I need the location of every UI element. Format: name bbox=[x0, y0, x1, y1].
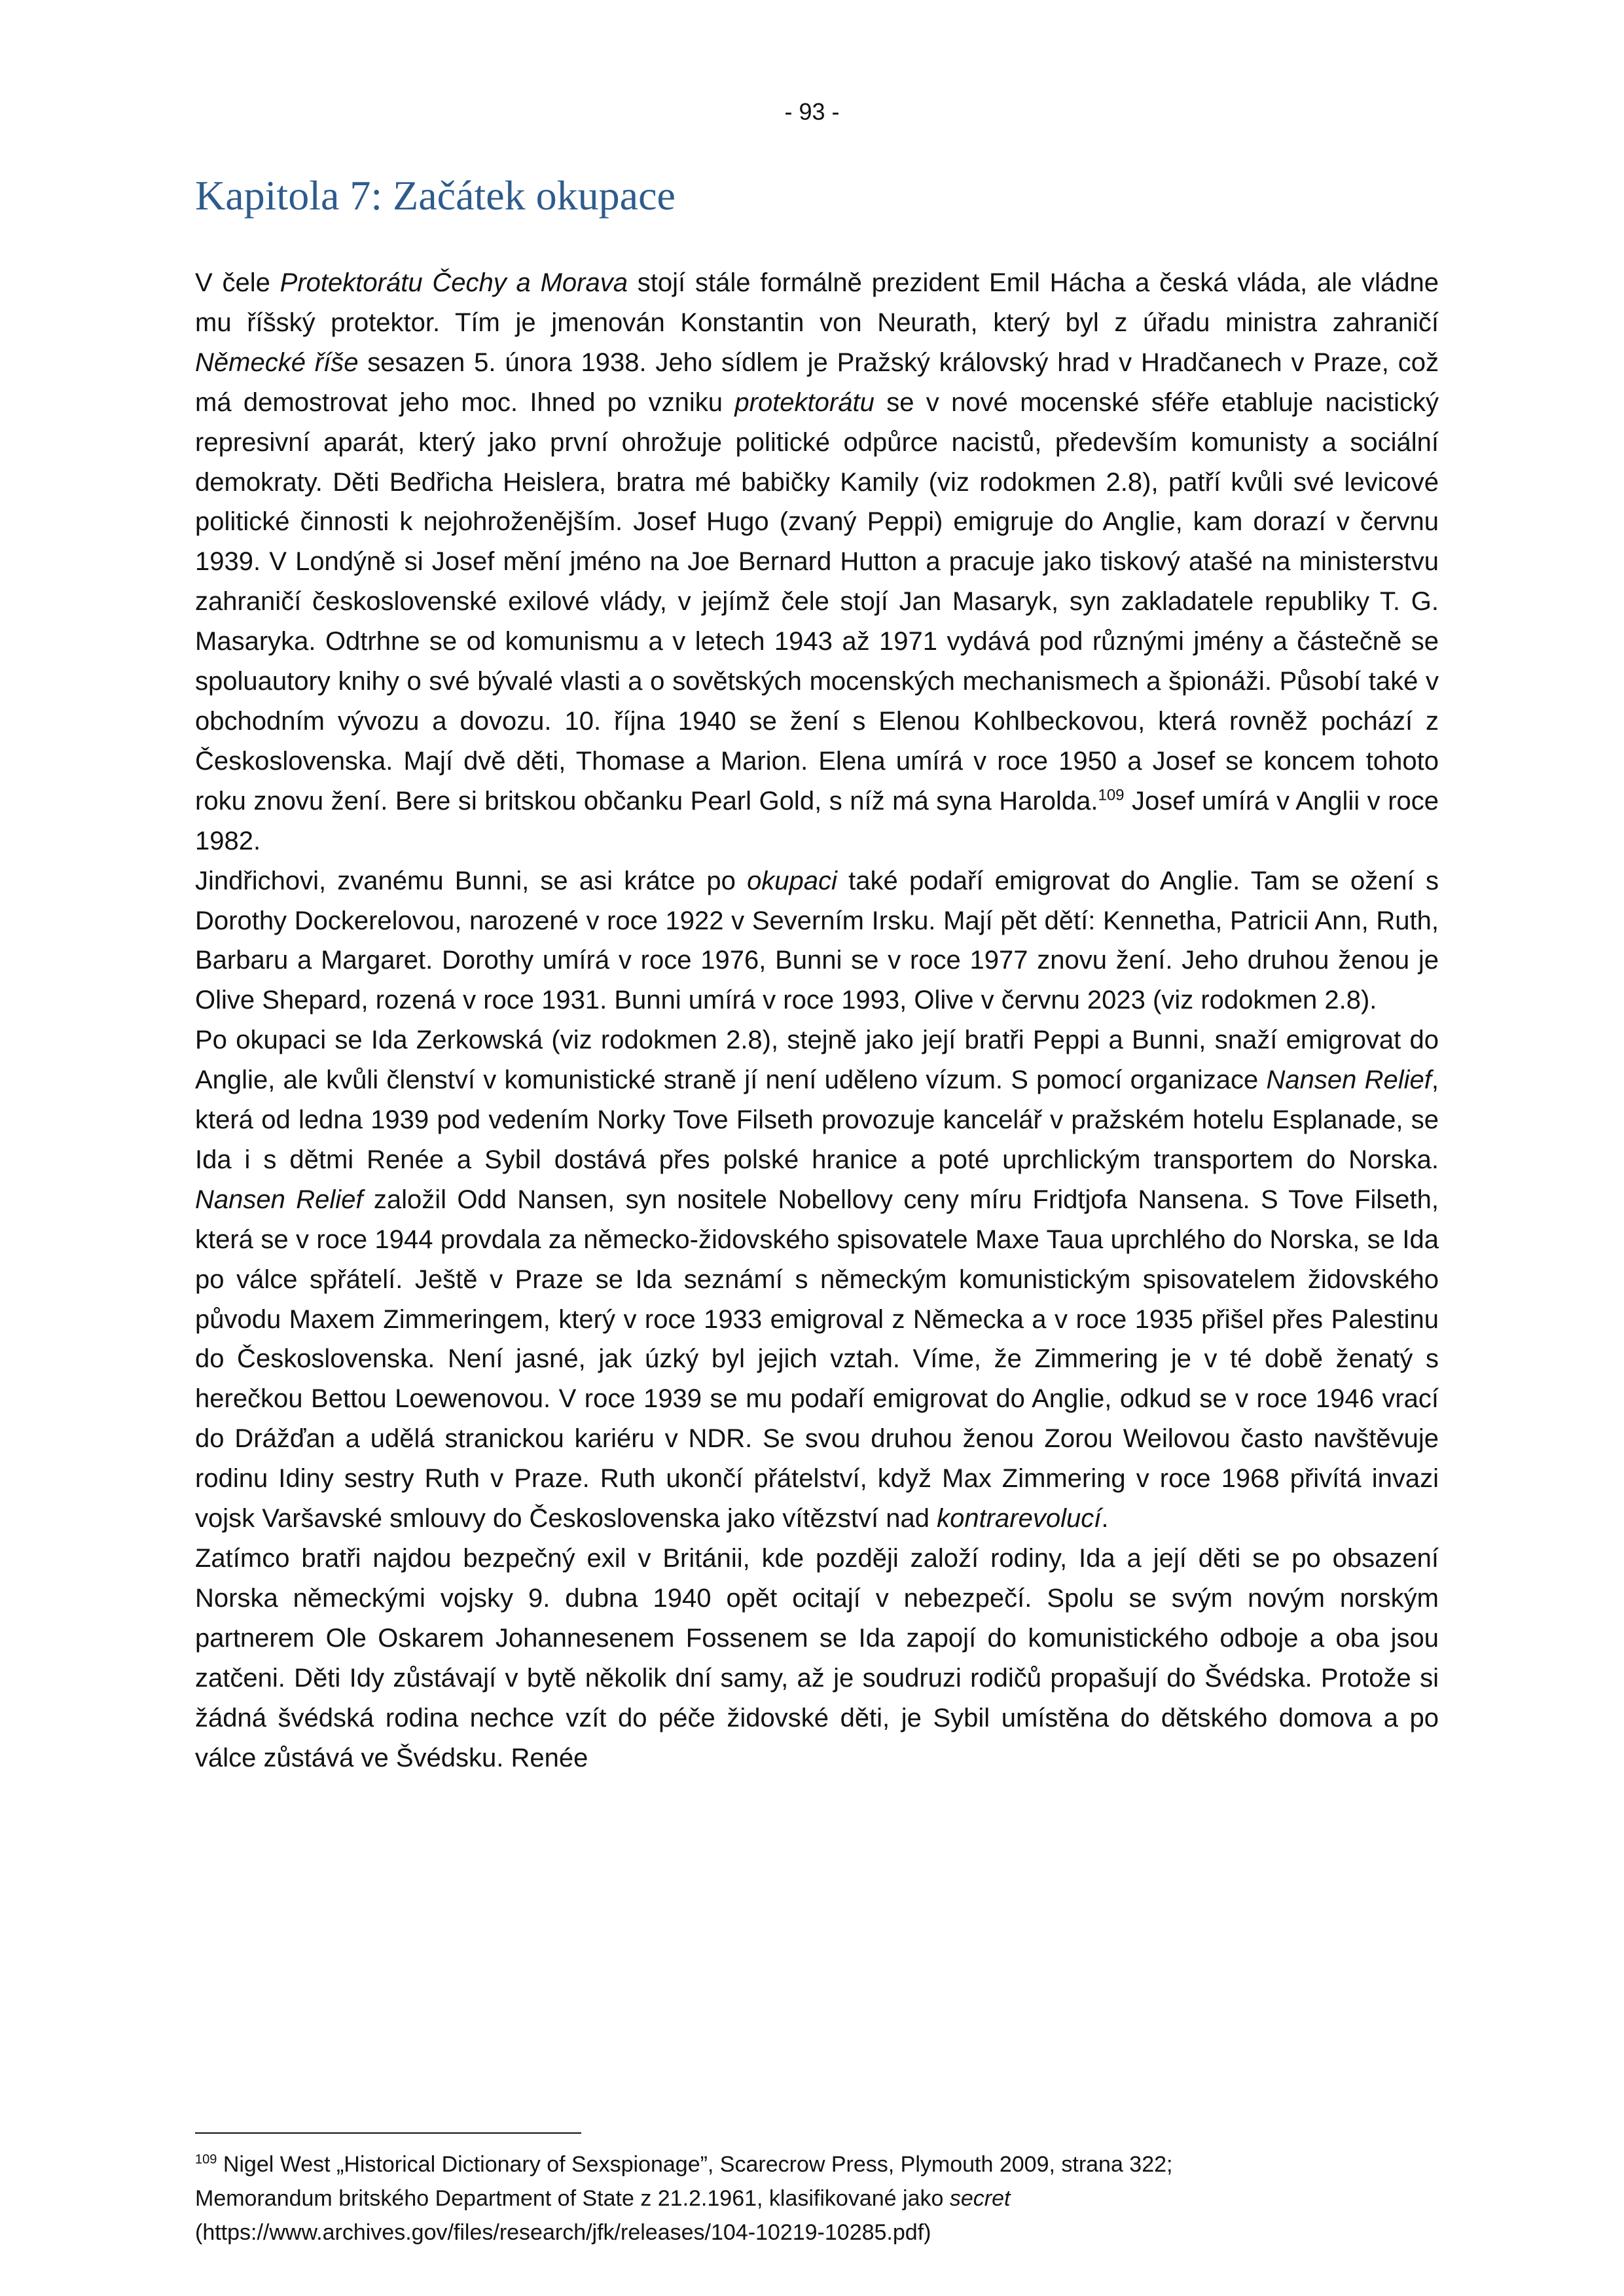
text-run: . bbox=[1101, 1504, 1109, 1534]
italic-term: Nansen Relief bbox=[1266, 1066, 1432, 1095]
text-run: Josef umírá v Anglii v roce 1982. bbox=[195, 786, 1439, 855]
italic-term: Německé říše bbox=[195, 348, 359, 377]
footnote-text-2: Memorandum britského Department of State z 21.2.1961, klasifikované jako bbox=[195, 2186, 950, 2211]
text-run: Jindřichovi, zvanému Bunni, se asi krátce po bbox=[195, 866, 748, 895]
footnote-url: (https://www.archives.gov/files/research/jfk/releases/104-10219-10285.pdf) bbox=[195, 2220, 931, 2245]
chapter-title: Kapitola 7: Začátek okupace bbox=[195, 172, 676, 219]
text-run: sesazen 5. února 1938. Jeho sídlem je Pražský královský hrad v Hradčanech v Praze, což má demostrovat jeho moc. Ihned po vzniku bbox=[195, 348, 1439, 417]
text-run: se v nové mocenské sféře etabluje nacistický represivní aparát, který jako první ohrožuje politické odpůrce nacistů, především komunisty a sociální demokraty. Děti Bedřicha Heislera, bratra mé babičky Kamily (viz rodokmen 2.8), patří kvůli své levicové politické činnosti k nejohroženějším. Josef Hugo (zvaný Peppi) emigruje do Anglie, kam dorazí v červnu 1939. V Londýně si Josef mění jméno na Joe Bernard Hutton a pracuje jako tiskový atašé na ministerstvu zahraničí československé exilové vlády, v jejímž čele stojí Jan Masaryk, syn zakladatele republiky T. G. Masaryka. Odtrhne se od komunismu a v letech 1943 až 1971 vydává pod různými jmény a částečně se spoluautory knihy o své bývalé vlasti a o sovětských mocenských mechanismech a špionáži. Působí také v obchodním vývozu a dovozu. 10. října 1940 se žení s Elenou Kohlbeckovou, která rovněž pochází z Československa. Mají dvě děti, Thomase a Marion. Elena umírá v roce 1950 a Josef se koncem tohoto roku znovu žení. Bere si britskou občanku Pearl Gold, s níž má syna Harolda. bbox=[195, 387, 1439, 816]
paragraph bbox=[195, 1020, 1439, 1539]
paragraph bbox=[195, 263, 1439, 861]
paragraph bbox=[195, 1539, 1439, 1778]
italic-term: Nansen Relief bbox=[195, 1185, 363, 1214]
italic-term: kontrarevolucí bbox=[937, 1504, 1102, 1534]
italic-term: protektorátu bbox=[734, 387, 875, 417]
footnote-separator bbox=[195, 2132, 581, 2134]
footnote-text-1: Nigel West „Historical Dictionary of Sexspionage”, Scarecrow Press, Plymouth 2009, strana 322; bbox=[217, 2152, 1173, 2177]
footnote bbox=[195, 2147, 1439, 2250]
text-run: , která od ledna 1939 pod vedením Norky Tove Filseth provozuje kancelář v pražském hotelu Esplanade, se Ida i s dětmi Renée a Sybil dostává přes polské hranice a poté uprchlickým transportem do Norska. bbox=[195, 1066, 1439, 1174]
text-run: Po okupaci se Ida Zerkowská (viz rodokmen 2.8), stejně jako její bratři Peppi a Bunni, snaží emigrovat do Anglie, ale kvůli členství v komunistické straně jí není uděleno vízum. S pomocí organizace bbox=[195, 1026, 1439, 1095]
text-run: založil Odd Nansen, syn nositele Nobellovy ceny míru Fridtjofa Nansena. S Tove Filseth, která se v roce 1944 provdala za německo-židovského spisovatele Maxe Taua uprchlého do Norska, se Ida po válce spřátelí. Ještě v Praze se Ida seznámí s německým komunistickým spisovatelem židovského původu Maxem Zimmeringem, který v roce 1933 emigroval z Německa a v roce 1935 přišel přes Palestinu do Československa. Není jasné, jak úzký byl jejich vztah. Víme, že Zimmering je v té době ženatý s herečkou Bettou Loewenovou. V roce 1939 se mu podaří emigrovat do Anglie, odkud se v roce 1946 vrací do Drážďan a udělá stranickou kariéru v NDR. Se svou druhou ženou Zorou Weilovou často navštěvuje rodinu Idiny sestry Ruth v Praze. Ruth ukončí přátelství, když Max Zimmering v roce 1968 přivítá invazi vojsk Varšavské smlouvy do Československa jako vítězství nad bbox=[195, 1185, 1439, 1534]
italic-term: Protektorátu Čechy a Morava bbox=[280, 268, 628, 297]
paragraph bbox=[195, 861, 1439, 1021]
text-run: také podaří emigrovat do Anglie. Tam se ožení s Dorothy Dockerelovou, narozené v roce 1922 v Severním Irsku. Mají pět dětí: Kennetha, Patricii Ann, Ruth, Barbaru a Margaret. Dorothy umírá v roce 1976, Bunni se v roce 1977 znovu žení. Jeho druhou ženou je Olive Shepard, rozená v roce 1931. Bunni umírá v roce 1993, Olive v červnu 2023 (viz rodokmen 2.8). bbox=[195, 866, 1439, 1015]
text-run: stojí stále formálně prezident Emil Hácha a česká vláda, ale vládne mu říšský protektor. Tím je jmenován Konstantin von Neurath, který byl z úřadu ministra zahraničí bbox=[195, 268, 1439, 337]
footnote-line-3 bbox=[195, 2215, 1439, 2250]
footnote-number: 109 bbox=[195, 2152, 217, 2167]
text-run: V čele bbox=[195, 268, 280, 297]
text-run: Zatímco bratři najdou bezpečný exil v Británii, kde později založí rodiny, Ida a její děti se po obsazení Norska německými vojsky 9. dubna 1940 opět ocitají v nebezpečí. Spolu se svým novým norským partnerem Ole Oskarem Johannesenem Fossenem se Ida zapojí do komunistického odboje a oba jsou zatčeni. Děti Idy zůstávají v bytě několik dní samy, až je soudruzi rodičů propašují do Švédska. Protože si žádná švédská rodina nechce vzít do péče židovské děti, je Sybil umístěna do dětského domova a po válce zůstává ve Švédsku. Renée bbox=[195, 1544, 1439, 1772]
footnote-line-2 bbox=[195, 2181, 1439, 2215]
italic-term: okupaci bbox=[747, 866, 837, 895]
footnote-italic: secret bbox=[949, 2186, 1011, 2211]
body-text bbox=[195, 263, 1439, 1778]
footnote-line-1 bbox=[195, 2147, 1439, 2181]
footnote-reference: 109 bbox=[1098, 786, 1125, 804]
page-number: - 93 - bbox=[784, 98, 840, 125]
